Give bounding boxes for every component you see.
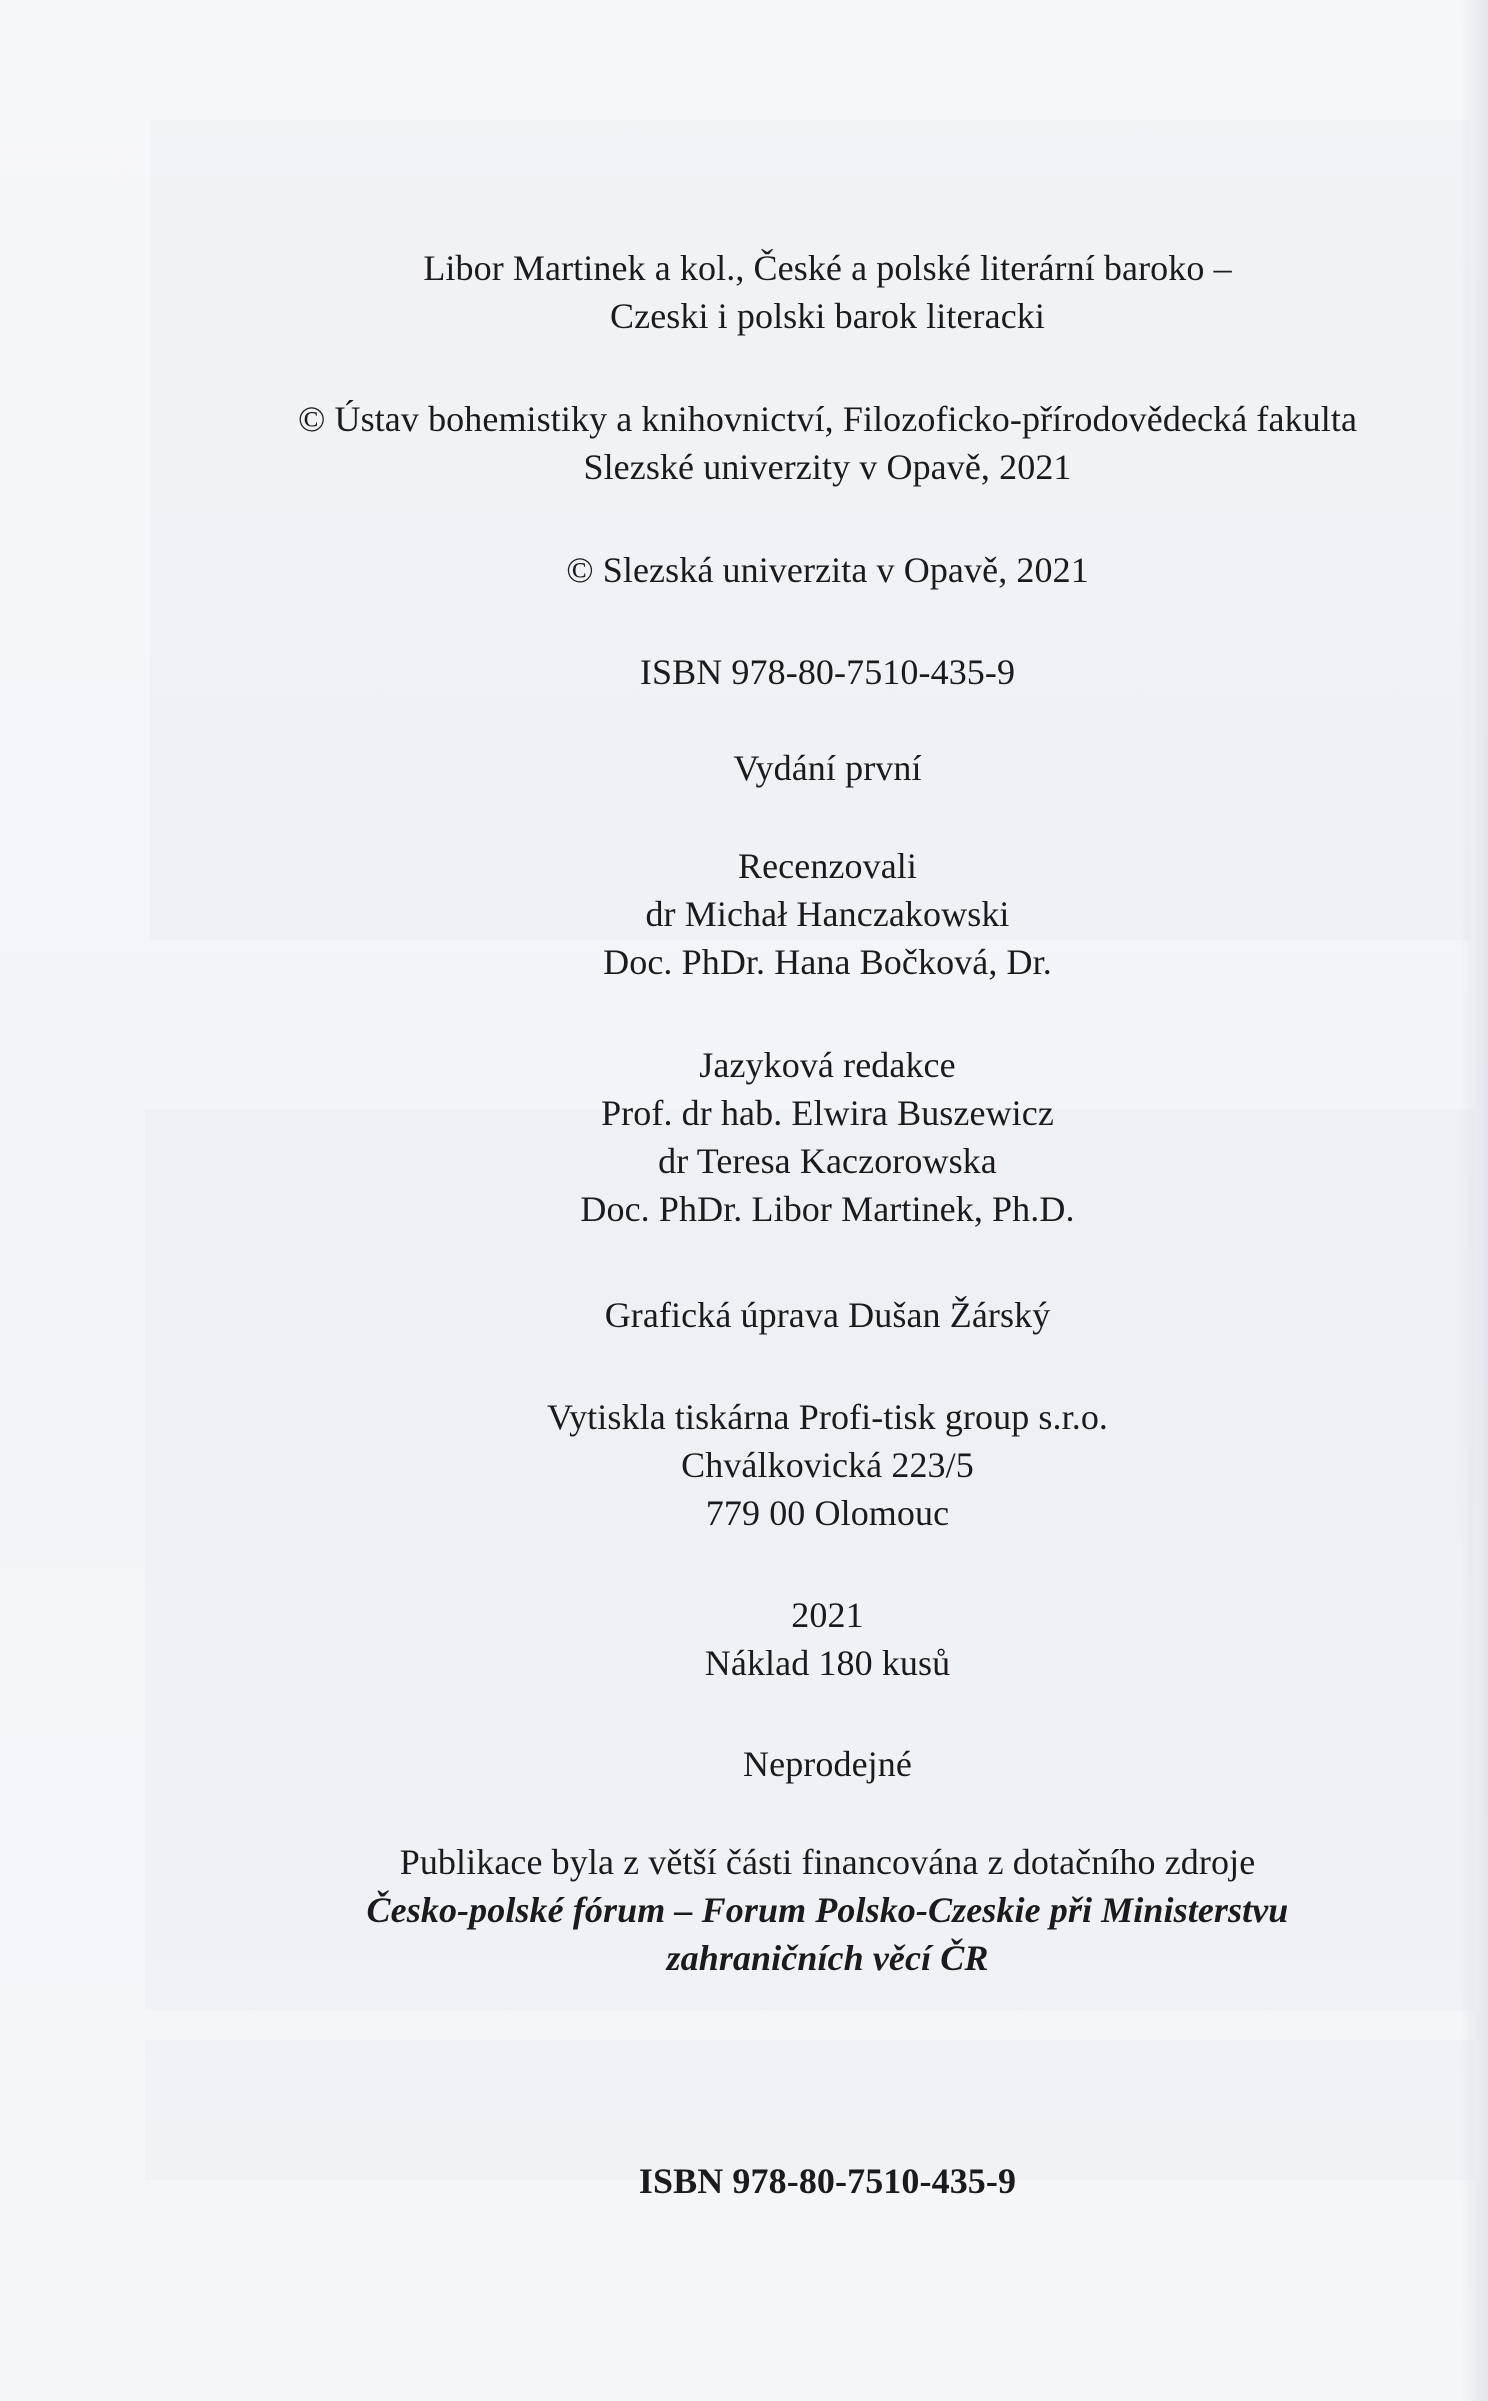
- printer-line-1: Vytiskla tiskárna Profi-tisk group s.r.o.: [546, 1397, 1109, 1437]
- reviewers: [0, 842, 1488, 986]
- edition: [0, 744, 1488, 792]
- print-run: [0, 1591, 1488, 1687]
- isbn-bottom: [0, 2157, 1488, 2205]
- copyright-university-line: © Slezská univerzita v Opavě, 2021: [566, 550, 1089, 590]
- printer-line-2: Chválkovická 223/5: [681, 1445, 974, 1485]
- scan-shadow-top: [150, 120, 1470, 940]
- reviewer-name: Doc. PhDr. Hana Bočková, Dr.: [603, 942, 1052, 982]
- funding-line-3: zahraničních věcí ČR: [666, 1938, 989, 1978]
- isbn-bottom-line: ISBN 978-80-7510-435-9: [638, 2161, 1017, 2201]
- not-for-sale: [0, 1740, 1488, 1788]
- title-line-2: Czeski i polski barok literacki: [610, 296, 1045, 336]
- funding-line-2: Česko-polské fórum – Forum Polsko-Czeskie při Ministerstvu: [366, 1890, 1289, 1930]
- edition-line: Vydání první: [733, 748, 922, 788]
- isbn-top: [0, 648, 1488, 696]
- language-editor-name: Doc. PhDr. Libor Martinek, Ph.D.: [580, 1189, 1075, 1229]
- title-block: [0, 244, 1488, 340]
- print-copies: Náklad 180 kusů: [704, 1643, 951, 1683]
- isbn-top-line: ISBN 978-80-7510-435-9: [639, 652, 1016, 692]
- copyright-institute: [0, 395, 1488, 491]
- copyright-university: [0, 546, 1488, 594]
- reviewers-heading: Recenzovali: [737, 846, 917, 886]
- funding-line-1: Publikace byla z větší části financována z dotačního zdroje: [399, 1842, 1256, 1882]
- language-editing-heading: Jazyková redakce: [699, 1045, 956, 1085]
- language-editing: [0, 1041, 1488, 1233]
- language-editor-name: dr Teresa Kaczorowska: [658, 1141, 997, 1181]
- reviewer-name: dr Michał Hanczakowski: [645, 894, 1010, 934]
- printer-line-3: 779 00 Olomouc: [705, 1493, 950, 1533]
- not-for-sale-line: Neprodejné: [743, 1744, 912, 1784]
- title-line-1: Libor Martinek a kol., České a polské literární baroko –: [423, 248, 1232, 288]
- print-year: 2021: [791, 1595, 864, 1635]
- printer: [0, 1393, 1488, 1537]
- graphic-design-line: Grafická úprava Dušan Žárský: [604, 1295, 1051, 1335]
- copyright-institute-line-1: © Ústav bohemistiky a knihovnictví, Filozoficko-přírodovědecká fakulta: [297, 399, 1358, 439]
- copyright-institute-line-2: Slezské univerzity v Opavě, 2021: [583, 447, 1072, 487]
- language-editor-name: Prof. dr hab. Elwira Buszewicz: [601, 1093, 1054, 1133]
- funding: [0, 1838, 1488, 1982]
- graphic-design: [0, 1291, 1488, 1339]
